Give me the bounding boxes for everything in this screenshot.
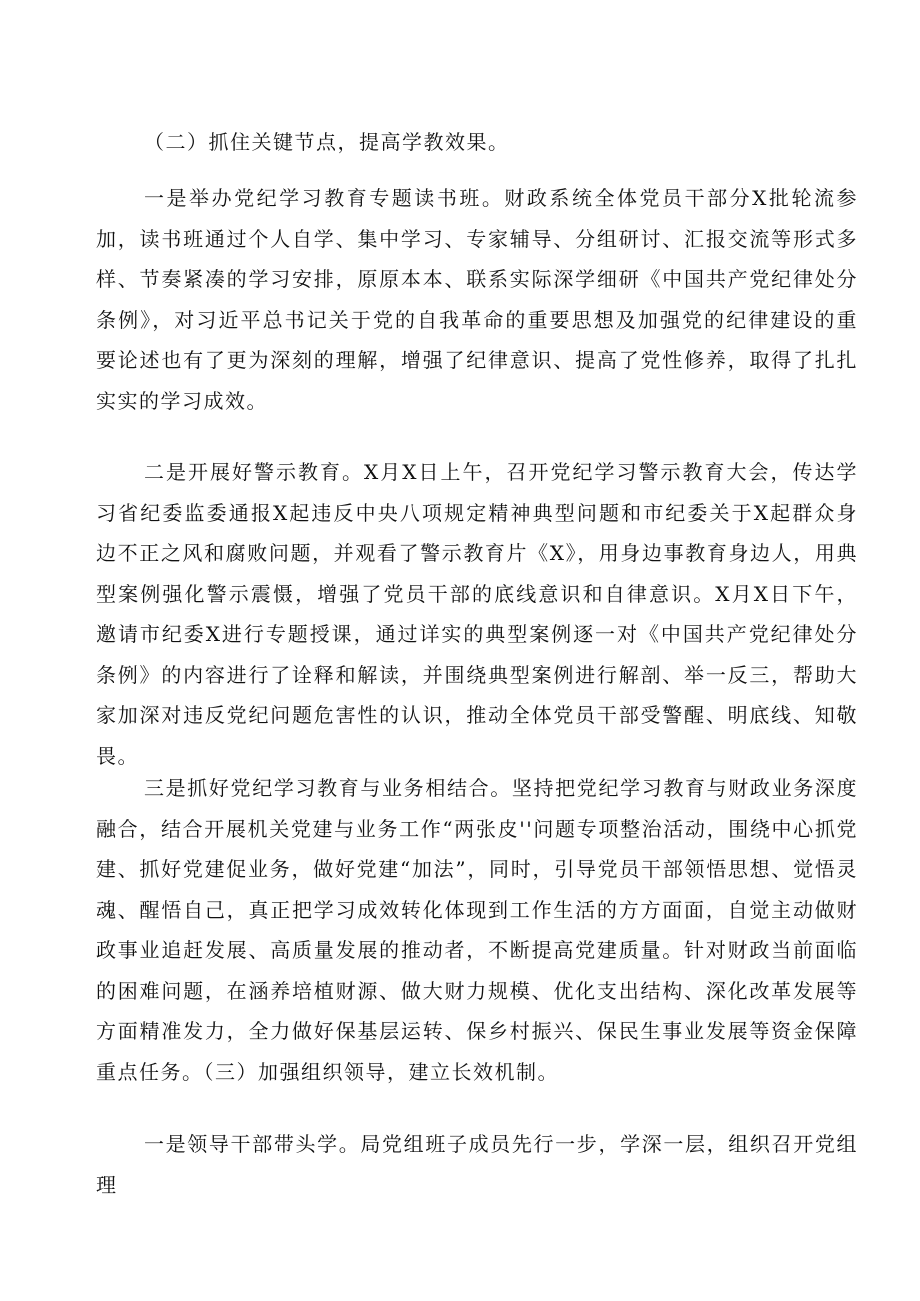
paragraph-reading-class: 一是举办党纪学习教育专题读书班。财政系统全体党员干部分X批轮流参加，读书班通过个人自学、集中学习、专家辅导、分组研讨、汇报交流等形式多样、节奏紧凑的学习安排，原原本本、联系实际深学细研《中国共产党纪律处分条例》，对习近平总书记关于党的自我革命的重要思想及加强党的纪律建设的重要论述也有了更为深刻的理解，增强了纪律意识、提高了党性修养，取得了扎扎实实的学习成效。 (96, 186, 858, 413)
paragraph-leadership-study: 一是领导干部带头学。局党组班子成员先行一步，学深一层，组织召开党组理 (96, 1132, 858, 1197)
paragraph-warning-education: 二是开展好警示教育。X月X日上午，召开党纪学习警示教育大会，传达学习省纪委监委通报X起违反中央八项规定精神典型问题和市纪委关于X起群众身边不正之风和腐败问题，并观看了警示教育片《X》，用身边事教育身边人，用典型案例强化警示震慑，增强了党员干部的底线意识和自律意识。X月X日下午，邀请市纪委X进行专题授课，通过详实的典型案例逐一对《中国共产党纪律处分条例》的内容进行了诠释和解读，并围绕典型案例进行解剖、举一反三，帮助大家加深对违反党纪问题危害性的认识，推动全体党员干部受警醒、明底线、知敬畏。 (96, 460, 858, 768)
paragraph-business-integration: 三是抓好党纪学习教育与业务相结合。坚持把党纪学习教育与财政业务深度融合，结合开展机关党建与业务工作“两张皮''问题专项整治活动，围绕中心抓党建、抓好党建促业务，做好党建“加法”，同时，引导党员干部领悟思想、觉悟灵魂、醒悟自己，真正把学习成效转化体现到工作生活的方方面面，自觉主动做财政事业追赶发展、高质量发展的推动者，不断提高党建质量。针对财政当前面临的困难问题，在涵养培植财源、做大财力规模、优化支出结构、深化改革发展等方面精准发力，全力做好保基层运转、保乡村振兴、保民生事业发展等资金保障重点任务。（三）加强组织领导，建立长效机制。 (96, 776, 858, 1084)
section-heading: （二）抓住关键节点，提高学教效果。 (144, 130, 510, 154)
